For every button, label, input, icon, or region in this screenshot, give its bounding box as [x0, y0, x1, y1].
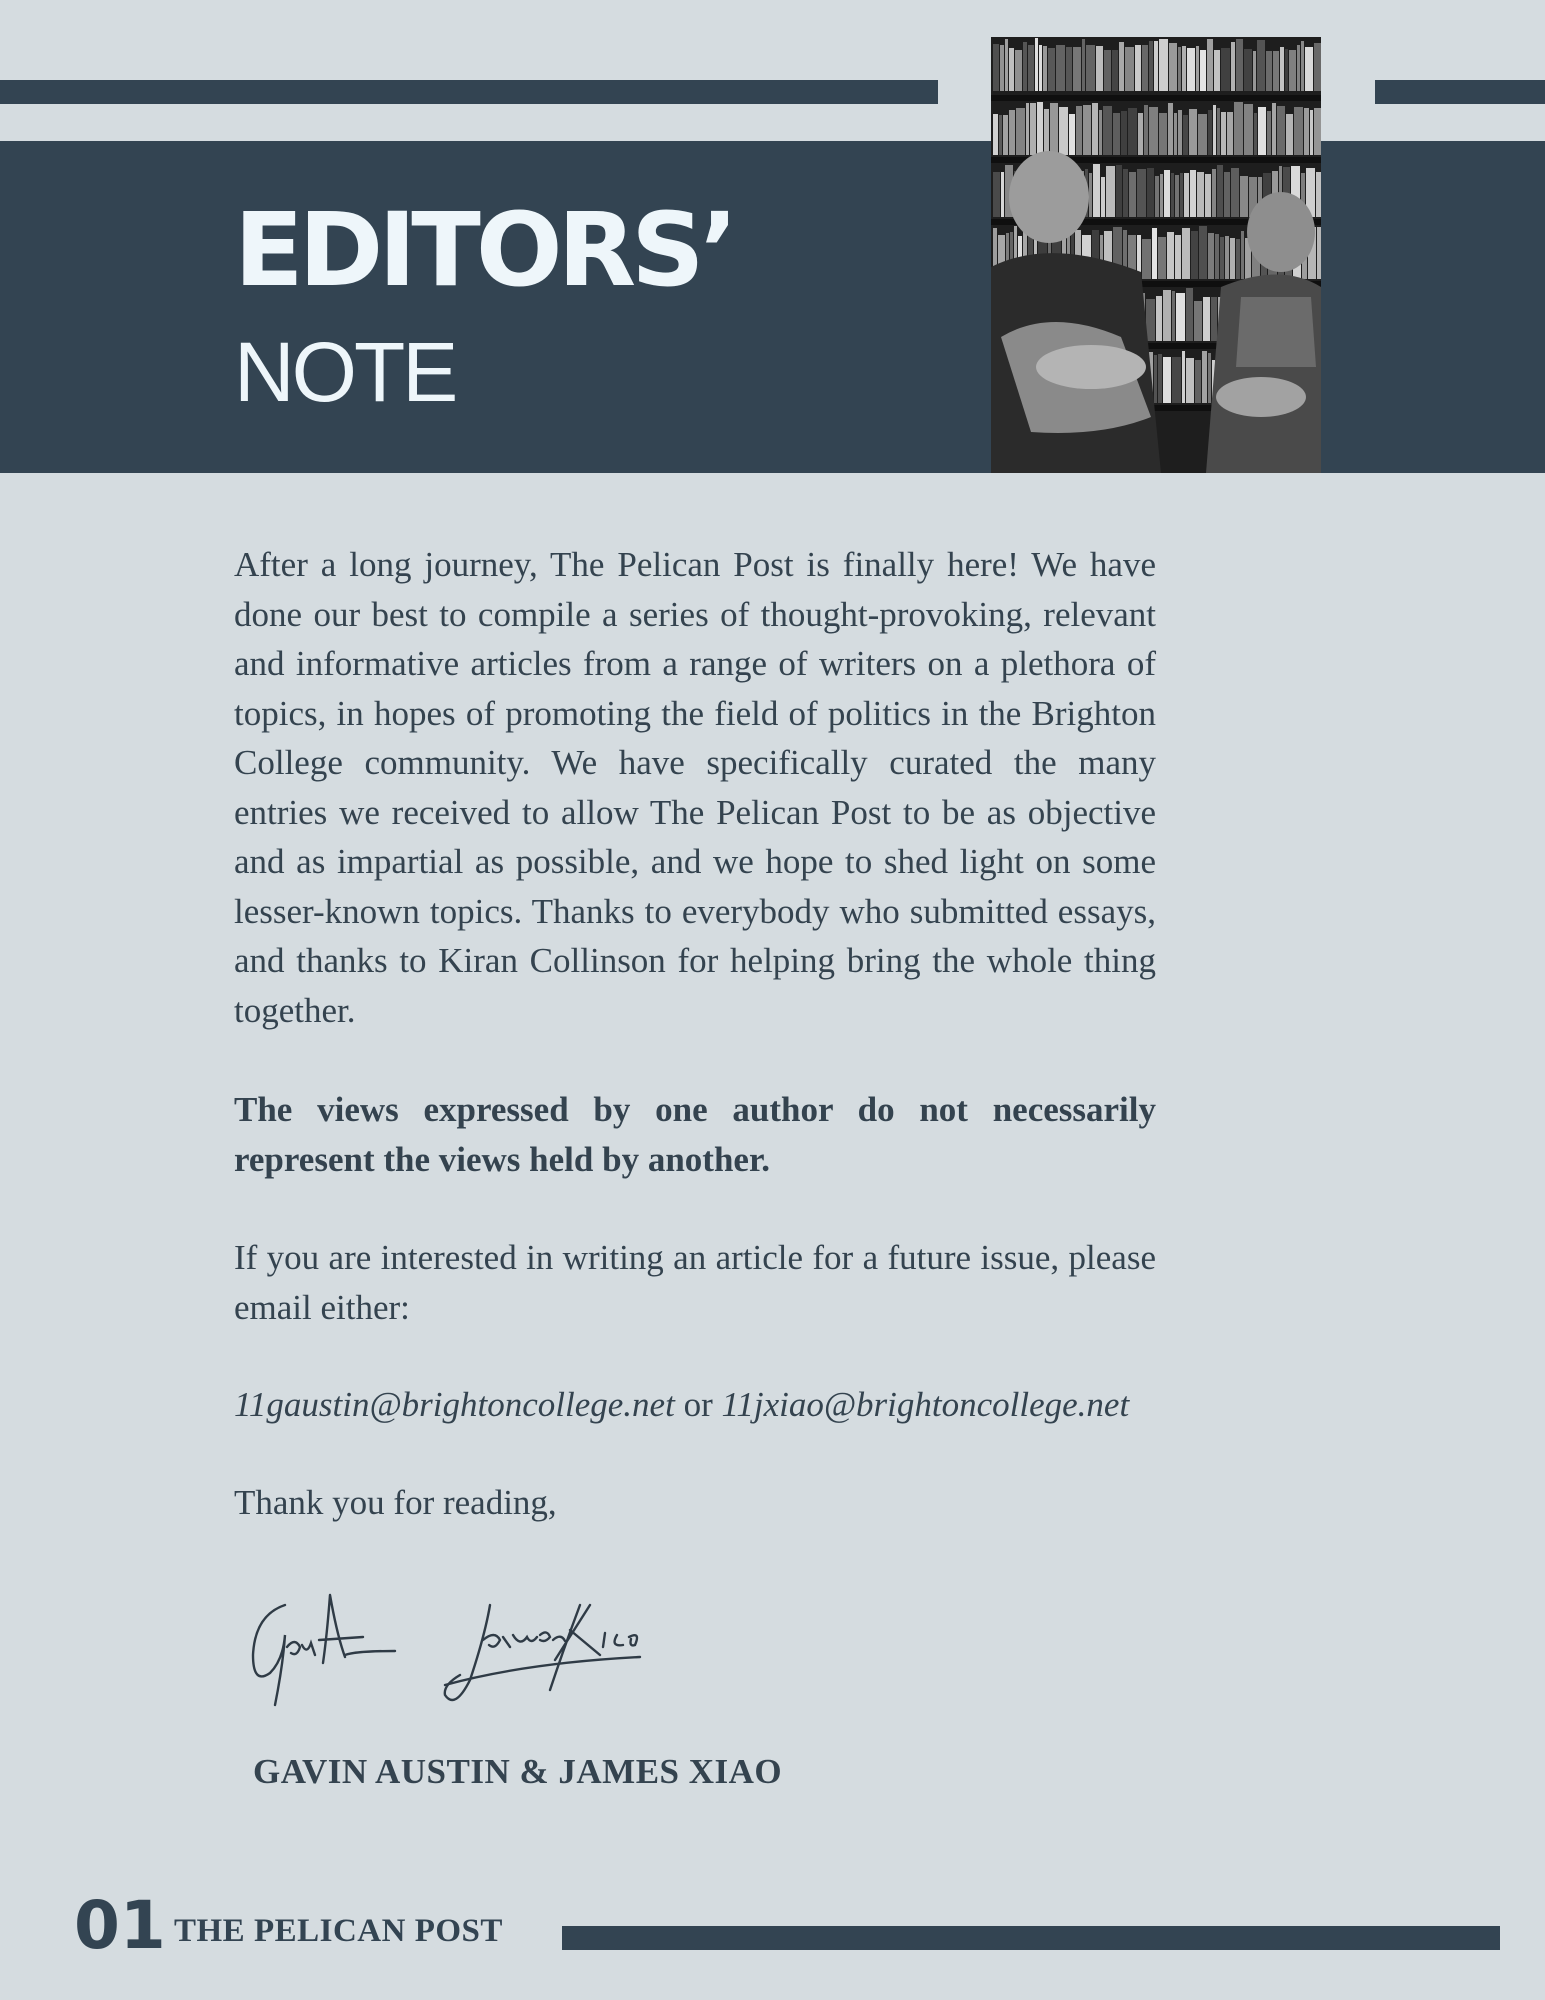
top-rule-right: [1375, 80, 1545, 104]
closing-text: Thank you for reading,: [234, 1483, 557, 1522]
email-link-jxiao[interactable]: 11jxiao@brightoncollege.net: [721, 1385, 1130, 1424]
email-link-gaustin[interactable]: 11gaustin@brightoncollege.net: [234, 1385, 675, 1424]
intro-paragraph: After a long journey, The Pelican Post is finally here! We have done our best to compile a series of thought-provoking, relevant and informative articles from a range of writers on a plethora of topics, in hopes of promoting the field of politics in the Brighton College community. We have specifically curated the many entries we received to allow The Pelican Post to be as objective and as impartial as possible, and we hope to shed light on some lesser-known topics. Thanks to everybody who submitted essays, and thanks to Kiran Collinson for helping bring the whole thing together.: [234, 545, 1156, 1030]
editor-names: GAVIN AUSTIN & JAMES XIAO: [253, 1752, 783, 1791]
editors-photo: [991, 37, 1321, 473]
signatures: [245, 1585, 675, 1715]
top-rule-left: [0, 80, 938, 104]
email-separator: or: [674, 1385, 722, 1424]
page-subtitle: NOTE: [234, 325, 456, 419]
page-title: EDITORS’: [234, 191, 734, 310]
page-number: 01: [74, 1887, 166, 1964]
bottom-rule: [562, 1926, 1500, 1950]
invite-text: If you are interested in writing an article for a future issue, please email either:: [234, 1238, 1156, 1327]
email-line: [234, 1380, 1129, 1430]
publication-name: THE PELICAN POST: [174, 1913, 503, 1949]
signature-gavin: [253, 1595, 395, 1705]
disclaimer: The views expressed by one author do not necessarily represent the views held by another.: [234, 1090, 1156, 1179]
signature-james: [445, 1605, 640, 1700]
